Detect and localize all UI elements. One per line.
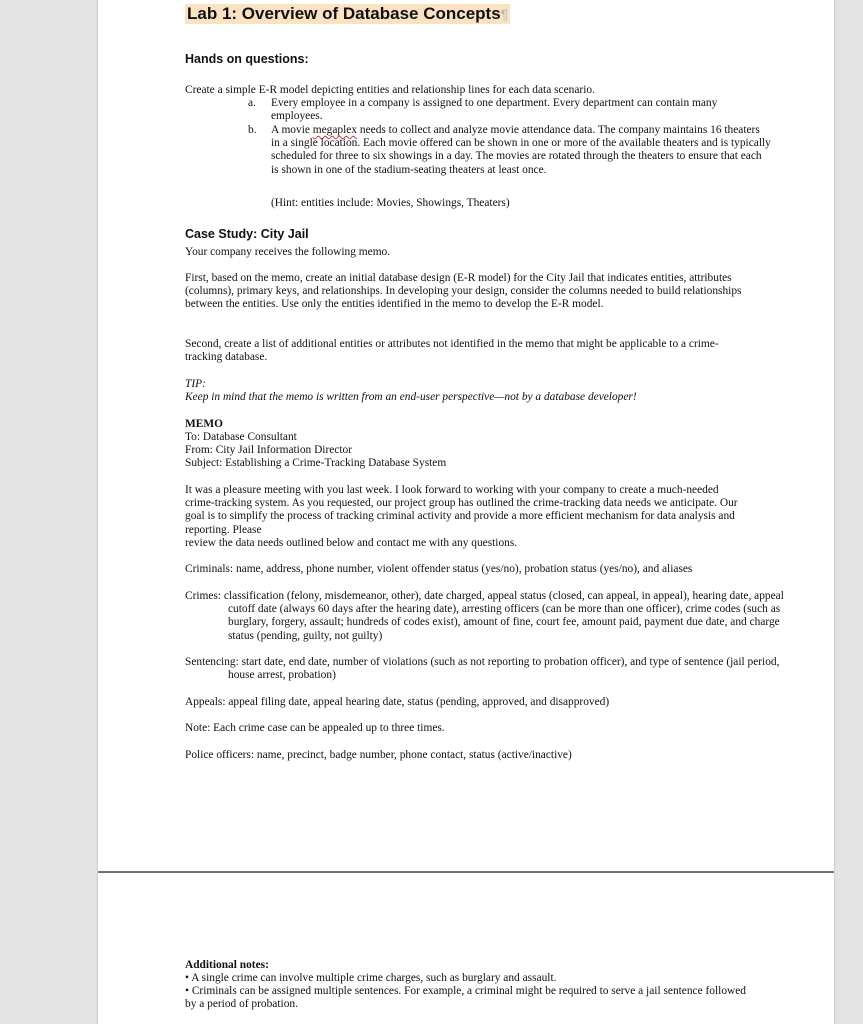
police-requirement: Police officers: name, precinct, badge number, phone contact, status (active/inactive) — [185, 749, 572, 761]
tip-text: Keep in mind that the memo is written from an end-user perspective—not by a database developer! — [185, 391, 637, 403]
hands-on-intro: Create a simple E-R model depicting entities and relationship lines for each data scenario. — [185, 84, 595, 96]
appeals-requirement: Appeals: appeal filing date, appeal hearing date, status (pending, approved, and disapproved) — [185, 696, 610, 708]
memo-body: It was a pleasure meeting with you last week. I look forward to working with your company to create a much-needed crime-tracking system. As you requested, our project group has outlined the crime-tracking data needs we anticipate. Our goal is to simplify the process of tracking criminal activity and provide a more efficient mechanism for data analysis and reporting. Please — [185, 484, 738, 536]
case-study-intro: Your company receives the following memo. — [185, 246, 391, 258]
memo-heading: MEMO — [185, 418, 223, 430]
additional-note-item: • Criminals can be assigned multiple sentences. For example, a criminal might be required to serve a jail sentence followed by a period of probation. — [185, 985, 747, 1011]
case-study-paragraph: Second, create a list of additional entities or attributes not identified in the memo that might be applicable to a crime-tracking database. — [185, 338, 719, 364]
document-page-1 — [98, 0, 834, 871]
appeals-note: Note: Each crime case can be appealed up to three times. — [185, 722, 445, 734]
crimes-requirement: Crimes: classification (felony, misdemeanor, other), date charged, appeal status (closed, can appeal, in appeal), hearing date, appeal cutoff date (always 60 days after the hearing date), arresting officers (can be more than one officer), crime codes (such as burglary, forgery, assault; hundreds of codes exist), amount of fine, court fee, amount paid, payment due date, and charge status (pending, guilty, not guilty) — [185, 590, 784, 642]
list-item-a — [248, 97, 771, 123]
criminals-requirement: Criminals: name, address, phone number, violent offender status (yes/no), probation status (yes/no), and aliases — [185, 563, 693, 575]
case-study-paragraph: First, based on the memo, create an initial database design (E-R model) for the City Jail that indicates entities, attributes (columns), primary keys, and relationships. In developing your design, consider the columns needed to build relationships between the entities. Use only the entities identified in the memo to develop the E-R model. — [185, 272, 742, 311]
memo-body-cont: review the data needs outlined below and contact me with any questions. — [185, 537, 518, 549]
list-item-text: Every employee in a company is assigned to one department. Every department can contain many employees. — [271, 97, 718, 123]
hint-text: (Hint: entities include: Movies, Showings, Theaters) — [271, 197, 510, 209]
memo-subject: Subject: Establishing a Crime-Tracking Database System — [185, 457, 447, 469]
list-item-b — [248, 124, 771, 177]
pilcrow-mark: ¶ — [500, 6, 509, 22]
list-marker: a. — [248, 97, 256, 109]
additional-note-item: • A single crime can involve multiple crime charges, such as burglary and assault. — [185, 972, 557, 984]
document-page-2 — [98, 873, 834, 1024]
document-title: Lab 1: Overview of Database Concepts¶ — [187, 4, 509, 23]
memo-to: To: Database Consultant — [185, 431, 297, 443]
case-study-heading: Case Study: City Jail — [185, 227, 309, 241]
additional-notes-heading: Additional notes: — [185, 959, 269, 971]
list-marker: b. — [248, 124, 257, 136]
tip-label: TIP: — [185, 378, 206, 390]
spelling-error-word: megaplex — [312, 124, 358, 136]
sentencing-requirement: Sentencing: start date, end date, number of violations (such as not reporting to probation officer), and type of sentence (jail period, house arrest, probation) — [185, 656, 780, 682]
list-item-text: A movie megaplex needs to collect and analyze movie attendance data. The company maintains 16 theaters in a single location. Each movie offered can be shown in one or more of the available theaters and is typically scheduled for three to six showings in a day. The movies are rotated through the theaters to ensure that each is shown in one of the stadium-seating theaters at least once. — [271, 124, 771, 176]
memo-from: From: City Jail Information Director — [185, 444, 353, 456]
hands-on-heading: Hands on questions: — [185, 52, 309, 66]
